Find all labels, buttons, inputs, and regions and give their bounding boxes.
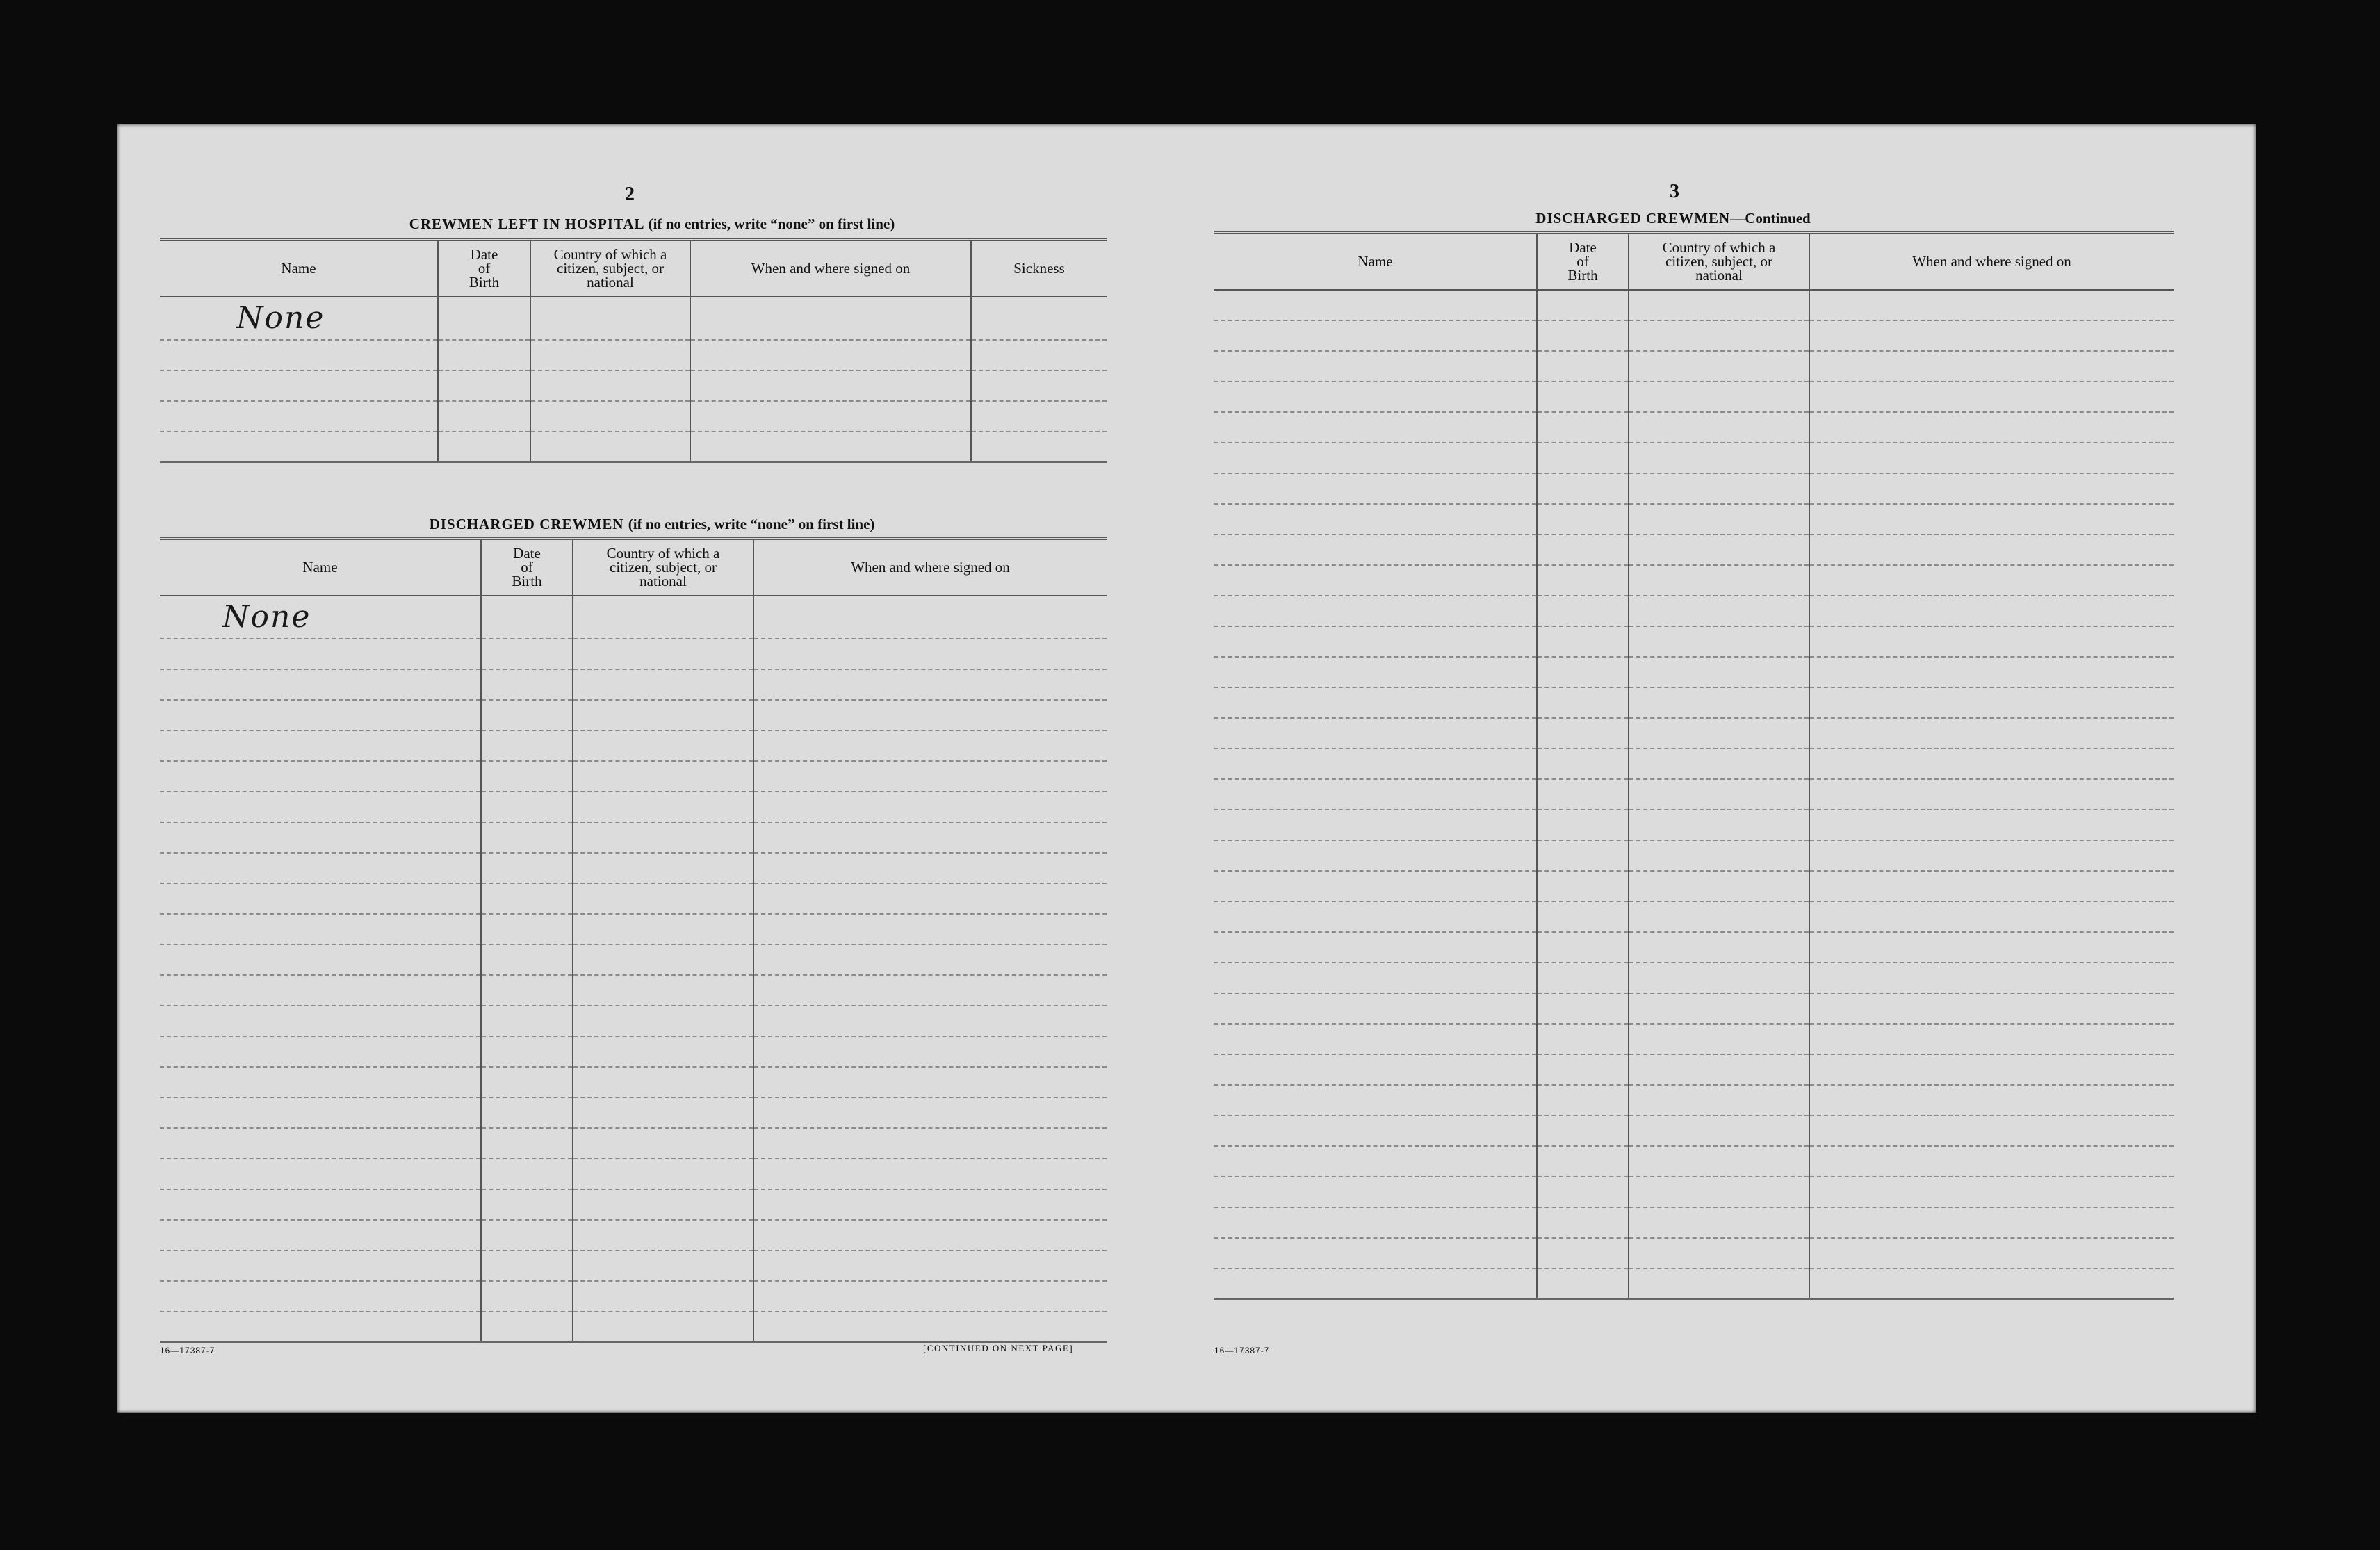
handwritten-none: None <box>222 599 311 635</box>
table-row <box>1214 657 2174 687</box>
table-row <box>1214 871 2174 902</box>
table-row <box>1214 1238 2174 1268</box>
table-row <box>1214 626 2174 657</box>
col-sickness: Sickness <box>971 240 1107 297</box>
table-row <box>160 669 1107 700</box>
col-when-where-signed: When and where signed on <box>753 539 1107 596</box>
col-date-of-birth: Date of Birth <box>481 539 573 596</box>
page-number: 2 <box>625 183 635 205</box>
table-row <box>160 370 1107 401</box>
table-row <box>1214 351 2174 382</box>
table-row <box>160 945 1107 975</box>
col-name: Name <box>160 240 438 297</box>
table-row <box>160 297 1107 340</box>
table-row <box>1214 1024 2174 1054</box>
table-row <box>160 700 1107 731</box>
table-row <box>1214 779 2174 810</box>
table-row <box>160 1067 1107 1098</box>
table-row <box>1214 596 2174 626</box>
table-row <box>1214 687 2174 718</box>
form-number: 16—17387-7 <box>160 1346 215 1355</box>
table-row <box>160 853 1107 883</box>
table-row <box>1214 1085 2174 1116</box>
right-page <box>1187 124 2256 1413</box>
table-row <box>1214 1268 2174 1299</box>
table-row <box>1214 565 2174 596</box>
col-name: Name <box>160 539 481 596</box>
col-date-of-birth: Date of Birth <box>438 240 530 297</box>
discharged-section-title <box>117 516 1187 533</box>
table-row <box>160 639 1107 669</box>
table-row <box>160 883 1107 914</box>
right-section-title <box>1187 210 2160 227</box>
table-row <box>160 1250 1107 1281</box>
table-row <box>1214 504 2174 535</box>
table-row <box>160 914 1107 945</box>
table-row <box>1214 1054 2174 1085</box>
table-row <box>1214 1177 2174 1207</box>
table-row <box>160 761 1107 792</box>
discharged-continued-table <box>1214 231 2174 1300</box>
hospital-table <box>160 238 1107 463</box>
table-row <box>1214 810 2174 840</box>
table-row <box>1214 902 2174 932</box>
document-sheet <box>117 124 2256 1413</box>
table-row <box>1214 749 2174 779</box>
discharged-instruction: (if no entries, write “none” on first line) <box>628 516 875 532</box>
discharged-table <box>160 537 1107 1343</box>
table-row <box>1214 1207 2174 1238</box>
table-row <box>1214 718 2174 749</box>
discharged-title: DISCHARGED CREWMEN <box>429 516 624 532</box>
col-name: Name <box>1214 233 1537 290</box>
table-row <box>160 792 1107 822</box>
table-row <box>1214 473 2174 504</box>
table-row <box>160 1098 1107 1128</box>
table-row <box>160 1006 1107 1036</box>
hospital-instruction: (if no entries, write “none” on first line) <box>648 215 895 232</box>
table-row <box>160 340 1107 370</box>
col-country: Country of which a citizen, subject, or national <box>530 240 690 297</box>
table-row <box>160 596 1107 639</box>
table-row <box>160 401 1107 432</box>
col-date-of-birth: Date of Birth <box>1537 233 1629 290</box>
table-row <box>1214 535 2174 565</box>
form-number: 16—17387-7 <box>1214 1346 1270 1355</box>
table-row <box>160 1220 1107 1250</box>
page-number: 3 <box>1670 181 1679 202</box>
left-page <box>117 124 1187 1413</box>
table-row <box>160 1159 1107 1189</box>
continued-note: [CONTINUED ON NEXT PAGE] <box>923 1343 1074 1353</box>
table-row <box>1214 320 2174 351</box>
right-title-suffix: —Continued <box>1730 210 1811 227</box>
table-row <box>160 1281 1107 1312</box>
hospital-title: CREWMEN LEFT IN HOSPITAL <box>409 215 644 232</box>
table-row <box>1214 1146 2174 1177</box>
table-row <box>1214 1116 2174 1146</box>
table-row <box>1214 932 2174 963</box>
handwritten-none: None <box>236 300 325 336</box>
table-row <box>1214 963 2174 993</box>
table-row <box>1214 993 2174 1024</box>
table-row <box>160 432 1107 462</box>
table-row <box>160 975 1107 1006</box>
table-row <box>160 822 1107 853</box>
col-when-where-signed: When and where signed on <box>1809 233 2174 290</box>
table-row <box>160 1312 1107 1342</box>
col-country: Country of which a citizen, subject, or national <box>573 539 753 596</box>
table-row <box>160 1036 1107 1067</box>
table-row <box>1214 290 2174 320</box>
col-when-where-signed: When and where signed on <box>690 240 971 297</box>
table-row <box>160 1189 1107 1220</box>
table-row <box>1214 443 2174 473</box>
col-country: Country of which a citizen, subject, or national <box>1629 233 1809 290</box>
right-title: DISCHARGED CREWMEN <box>1535 210 1731 227</box>
table-row <box>160 1128 1107 1159</box>
table-row <box>1214 412 2174 443</box>
hospital-section-title <box>117 215 1187 233</box>
table-row <box>1214 382 2174 412</box>
table-row <box>160 731 1107 761</box>
table-row <box>1214 840 2174 871</box>
